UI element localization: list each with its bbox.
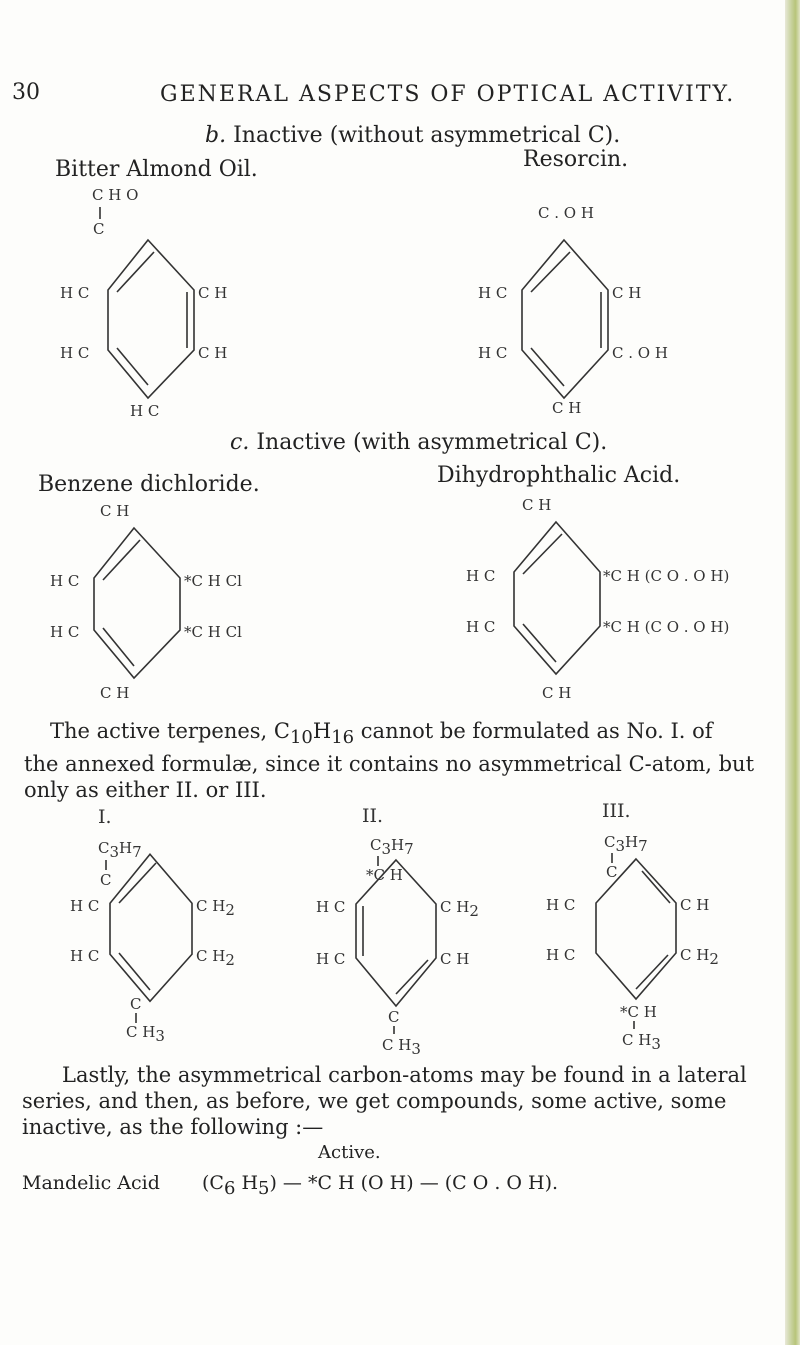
formula-I-left-lower: H C — [70, 947, 100, 965]
lateral-line-2: series, and then, as before, we get compounds, some active, some — [22, 1089, 727, 1113]
formula-II-side-chain: C3H7 — [370, 836, 414, 858]
formula-III-right-lower: C H2 — [680, 946, 719, 968]
bitter-almond-structure — [40, 180, 300, 430]
terpene-formula-II — [310, 800, 510, 1058]
terpene-formula-III — [540, 795, 750, 1053]
section-c-heading — [230, 430, 607, 455]
bitter-almond-right-upper: C H — [198, 284, 228, 302]
bitter-almond-bottom: H C — [130, 402, 160, 420]
resorcin-structure — [470, 200, 730, 420]
inner-double-bond — [642, 871, 670, 903]
formula-III-right-upper: C H — [680, 896, 710, 914]
text-run: cannot be formulated as No. I. of — [354, 719, 713, 743]
benzene-dichloride-right-lower: *C H Cl — [184, 623, 242, 641]
subscript: 10 — [289, 727, 313, 749]
ring-outline — [94, 528, 180, 678]
benzene-dichloride-name: Benzene dichloride. — [38, 472, 260, 497]
terpenes-line-2: the annexed formulæ, since it contains no asymmetrical C-atom, but — [24, 752, 755, 777]
subscript: 16 — [331, 727, 355, 749]
terpenes-paragraph — [24, 718, 755, 803]
formula-III-top-atom: C — [606, 863, 618, 881]
dihydrophthalic-bottom: C H — [542, 684, 572, 702]
formula-I-right-upper: C H2 — [196, 897, 235, 919]
formula-II-right-lower: C H — [440, 950, 470, 968]
lateral-line-1: Lastly, the asymmetrical carbon-atoms may be found in a lateral — [62, 1063, 747, 1087]
bitter-almond-right-lower: C H — [198, 344, 228, 362]
subscript: 6 — [223, 1177, 236, 1199]
section-b-heading — [205, 123, 620, 148]
dihydrophthalic-name: Dihydrophthalic Acid. — [437, 463, 681, 488]
benzene-dichloride-structure — [30, 500, 300, 725]
resorcin-top: C . O H — [538, 204, 594, 222]
formula-II-left-upper: H C — [316, 898, 346, 916]
resorcin-left-lower: H C — [478, 344, 508, 362]
text-run: H — [312, 719, 332, 743]
formula-I-side-chain: C3H7 — [98, 839, 142, 861]
terpenes-line-1 — [50, 718, 754, 751]
page-binding-edge — [785, 0, 800, 1345]
inner-double-bond — [396, 960, 428, 994]
lateral-paragraph — [22, 1062, 747, 1140]
terpene-formula-I — [70, 805, 300, 1045]
resorcin-left-upper: H C — [478, 284, 508, 302]
dihydrophthalic-structure — [440, 490, 780, 725]
section-c-marker: c. — [230, 430, 250, 455]
formula-I-label: I. — [98, 806, 112, 828]
formula-II-methyl: C H3 — [382, 1036, 421, 1058]
bitter-almond-left-upper: H C — [60, 284, 90, 302]
resorcin-name: Resorcin. — [523, 147, 629, 172]
section-c-title: Inactive (with asymmetrical C). — [256, 430, 608, 455]
dihydrophthalic-top: C H — [522, 496, 552, 514]
active-label: Active. — [318, 1142, 381, 1163]
text-run: H — [235, 1172, 259, 1194]
section-b-title: Inactive (without asymmetrical C). — [233, 123, 621, 148]
benzene-dichloride-left-lower: H C — [50, 623, 80, 641]
resorcin-bottom: C H — [552, 399, 582, 417]
formula-III-methyl: C H3 — [622, 1031, 661, 1053]
text-run: The active terpenes, C — [50, 719, 290, 743]
formula-III-bottom-atom: *C H — [620, 1003, 657, 1021]
formula-III-side-chain: C3H7 — [604, 833, 648, 855]
benzene-dichloride-bottom: C H — [100, 684, 130, 702]
benzene-dichloride-right-upper: *C H Cl — [184, 572, 242, 590]
mandelic-acid-name: Mandelic Acid — [22, 1172, 160, 1194]
bitter-almond-top-atom: C — [93, 220, 105, 238]
formula-III-label: III. — [602, 800, 631, 822]
resorcin-right-lower: C . O H — [612, 344, 668, 362]
inner-double-bond — [636, 955, 668, 989]
formula-I-methyl: C H3 — [126, 1023, 165, 1045]
text-run: (C — [202, 1172, 224, 1194]
formula-III-left-lower: H C — [546, 946, 576, 964]
dihydrophthalic-right-upper: *C H (C O . O H) — [603, 567, 730, 585]
dihydrophthalic-left-upper: H C — [466, 567, 496, 585]
benzene-dichloride-left-upper: H C — [50, 572, 80, 590]
dihydrophthalic-left-lower: H C — [466, 618, 496, 636]
bitter-almond-top-group: C H O — [92, 186, 139, 204]
text-run: ) — *C H (O H) — (C O . O H). — [269, 1172, 559, 1194]
subscript: 5 — [258, 1177, 270, 1199]
formula-I-right-lower: C H2 — [196, 947, 235, 969]
ring-outline — [514, 522, 600, 674]
section-b-marker: b. — [205, 123, 227, 148]
lateral-line-3: inactive, as the following :— — [22, 1115, 324, 1139]
mandelic-acid-line — [22, 1172, 558, 1199]
running-title: GENERAL ASPECTS OF OPTICAL ACTIVITY. — [160, 82, 736, 107]
benzene-ring-outline — [108, 240, 194, 398]
benzene-dichloride-top: C H — [100, 502, 130, 520]
formula-I-bottom-atom: C — [130, 995, 142, 1013]
formula-II-left-lower: H C — [316, 950, 346, 968]
page-number: 30 — [12, 80, 40, 105]
benzene-ring-outline — [522, 240, 608, 398]
bitter-almond-left-lower: H C — [60, 344, 90, 362]
resorcin-right-upper: C H — [612, 284, 642, 302]
dihydrophthalic-right-lower: *C H (C O . O H) — [603, 618, 730, 636]
formula-III-left-upper: H C — [546, 896, 576, 914]
formula-I-top-atom: C — [100, 871, 112, 889]
formula-II-label: II. — [362, 805, 384, 827]
formula-II-bottom-atom: C — [388, 1008, 400, 1026]
formula-II-top-atom: *C H — [366, 866, 403, 884]
terpenes-line-3: only as either II. or III. — [24, 778, 267, 803]
formula-II-right-upper: C H2 — [440, 898, 479, 920]
bitter-almond-name: Bitter Almond Oil. — [55, 157, 258, 182]
formula-I-left-upper: H C — [70, 897, 100, 915]
ring-outline — [110, 854, 192, 1001]
